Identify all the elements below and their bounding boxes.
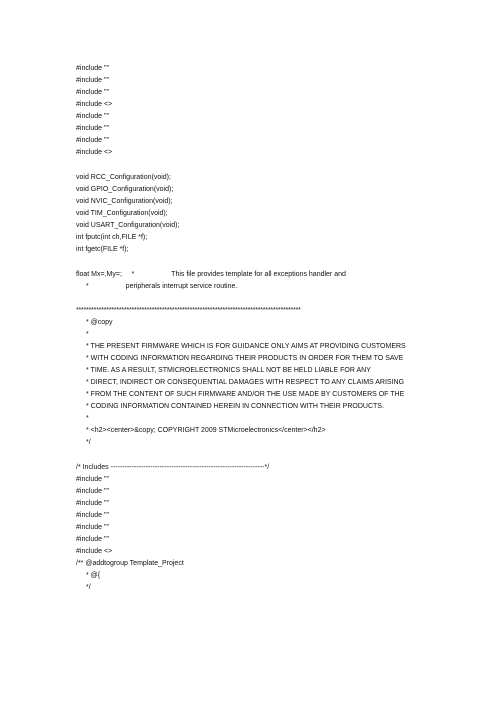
code-line: #include "" [76, 500, 109, 507]
code-line: #include "" [76, 77, 109, 84]
code-line: #include "" [76, 476, 109, 483]
code-line: * DIRECT, INDIRECT OR CONSEQUENTIAL DAMAGES WITH RESPECT TO ANY CLAIMS ARISING [86, 379, 405, 386]
code-line: * CODING INFORMATION CONTAINED HEREIN IN CONNECTION WITH THEIR PRODUCTS. [86, 403, 384, 410]
code-line: * [86, 415, 89, 422]
code-line: #include "" [76, 113, 109, 120]
code-line: int fgetc(FILE *f); [76, 246, 129, 253]
code-line: void NVIC_Configuration(void); [76, 198, 173, 205]
code-line: int fputc(int ch,FILE *f); [76, 234, 148, 241]
code-line: /** @addtogroup Template_Project [76, 560, 184, 567]
code-line: #include <> [76, 548, 113, 555]
code-line: * <h2><center>&copy; COPYRIGHT 2009 STMicroelectronics</center></h2> [86, 427, 326, 434]
code-line: * FROM THE CONTENT OF SUCH FIRMWARE AND/OR THE USE MADE BY CUSTOMERS OF THE [86, 391, 405, 398]
code-line: * peripherals interrupt service routine. [86, 283, 238, 290]
code-line: #include <> [76, 101, 113, 108]
code-line: ***************************************************************************************** [76, 307, 301, 314]
code-line: float Mx=,My=; * This file provides template for all exceptions handler and [76, 271, 346, 278]
code-line: #include "" [76, 524, 109, 531]
code-line: void TIM_Configuration(void); [76, 210, 168, 217]
code-line: #include <> [76, 149, 113, 156]
code-line: void USART_Configuration(void); [76, 222, 180, 229]
code-line: * [86, 331, 89, 338]
code-line: * @{ [86, 572, 101, 579]
code-line: * THE PRESENT FIRMWARE WHICH IS FOR GUIDANCE ONLY AIMS AT PROVIDING CUSTOMERS [86, 343, 406, 350]
code-line: #include "" [76, 125, 109, 132]
code-line: #include "" [76, 536, 109, 543]
code-line: #include "" [76, 137, 109, 144]
code-line: #include "" [76, 89, 109, 96]
code-line: #include "" [76, 488, 109, 495]
code-line: * @copy [86, 319, 113, 326]
code-line: #include "" [76, 512, 109, 519]
code-line: void GPIO_Configuration(void); [76, 186, 174, 193]
code-line: */ [86, 584, 91, 591]
code-line: void RCC_Configuration(void); [76, 174, 171, 181]
code-line: * TIME. AS A RESULT, STMICROELECTRONICS SHALL NOT BE HELD LIABLE FOR ANY [86, 367, 371, 374]
code-line: * WITH CODING INFORMATION REGARDING THEIR PRODUCTS IN ORDER FOR THEM TO SAVE [86, 355, 404, 362]
code-line: */ [86, 439, 91, 446]
code-line: /* Includes ------------------------------------------------------------------*/ [76, 464, 270, 471]
code-line: #include "" [76, 65, 109, 72]
